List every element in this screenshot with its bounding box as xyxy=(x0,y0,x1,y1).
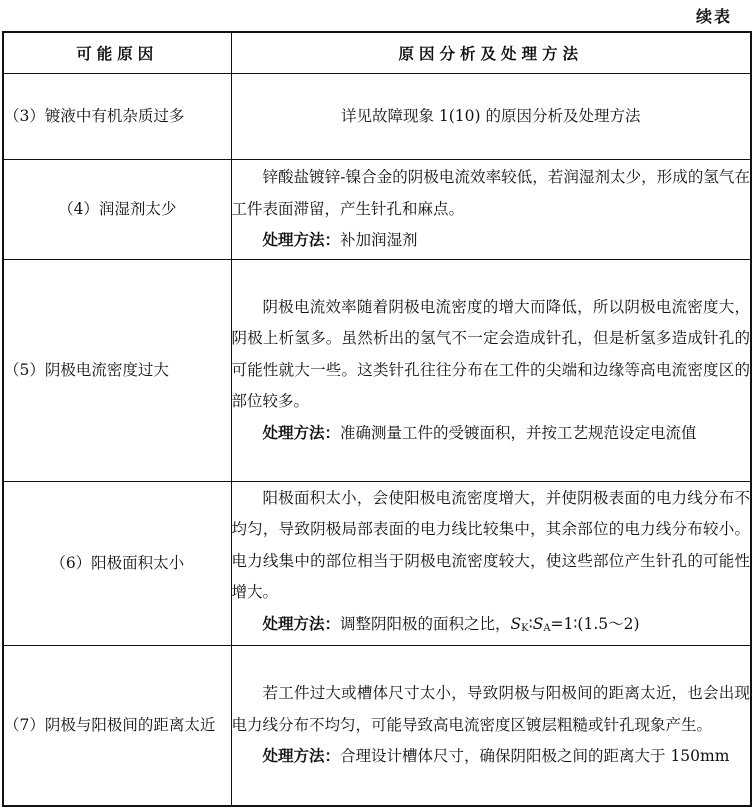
cause-cell: （5）阴极电流密度过大 xyxy=(3,260,231,482)
continued-label: 续表 xyxy=(695,7,732,26)
method-line xyxy=(232,225,751,257)
method-line xyxy=(232,741,751,773)
table-row xyxy=(3,260,751,482)
method-text: 准确测量工件的受镀面积，并按工艺规范设定电流值 xyxy=(340,423,697,442)
ratio-symbol-cathode: S xyxy=(510,614,522,633)
method-text: 补加润湿剂 xyxy=(340,231,418,250)
analysis-text: 若工件过大或槽体尺寸太小，导致阴极与阳极间的距离太近，也会出现电力线分布不均匀，可能导致高电流密度区镀层粗糙或针孔现象产生。 xyxy=(231,684,750,734)
header-cause: 可能原因 xyxy=(3,32,231,74)
cause-cell: （4）润湿剂太少 xyxy=(3,160,231,260)
analysis-text: 阴极电流效率随着阴极电流密度的增大而降低，所以阴极电流密度大，阴极上析氢多。虽然析出的氢气不一定会造成针孔，但是析氢多造成针孔的可能性就大一些。这类针孔往往分布在工件的尖端和边缘等高电流密度区的部位较多。 xyxy=(231,297,750,411)
cause-cell: （7）阴极与阳极间的距离太近 xyxy=(3,646,231,806)
method-label: 处理方法： xyxy=(262,614,341,633)
ratio-subscript-cathode: K xyxy=(521,622,529,634)
analysis-text: 锌酸盐镀锌-镍合金的阴极电流效率较低，若润湿剂太少，形成的氢气在工件表面滞留，产生针孔和麻点。 xyxy=(231,168,750,218)
ratio-colon: ∶ xyxy=(528,614,533,633)
table-row xyxy=(3,74,751,160)
cause-cell: （3）镀液中有机杂质过多 xyxy=(3,74,231,160)
troubleshooting-table xyxy=(2,31,752,807)
method-line xyxy=(232,418,751,450)
analysis-cell xyxy=(231,160,751,260)
method-text: 调整阴阳极的面积之比， xyxy=(340,614,511,633)
table-row xyxy=(3,482,751,646)
cause-cell: （6）阳极面积太小 xyxy=(3,482,231,646)
method-line xyxy=(232,609,751,645)
method-label: 处理方法： xyxy=(262,231,341,250)
table-header-row xyxy=(3,32,751,74)
ratio-symbol-anode: S xyxy=(532,614,544,633)
table-row xyxy=(3,160,751,260)
ratio-subscript-anode: A xyxy=(543,622,551,634)
analysis-cell xyxy=(231,482,751,646)
analysis-text: 阳极面积太小，会使阳极电流密度增大，并使阴极表面的电力线分布不均匀，导致阴极局部表面的电力线比较集中，其余部位的电力线分布较小。电力线集中的部位相当于阴极电流密度较大，使这些部位产生针孔的可能性增大。 xyxy=(231,488,750,602)
ratio-value: =1∶(1.5～2) xyxy=(550,614,640,633)
method-label: 处理方法： xyxy=(262,423,341,442)
analysis-cell: 详见故障现象 1(10) 的原因分析及处理方法 xyxy=(231,74,751,160)
method-text: 合理设计槽体尺寸，确保阴阳极之间的距离大于 150mm xyxy=(340,747,730,765)
analysis-cell xyxy=(231,646,751,806)
table-row xyxy=(3,646,751,806)
method-label: 处理方法： xyxy=(262,747,341,765)
header-analysis: 原因分析及处理方法 xyxy=(231,32,751,74)
analysis-cell xyxy=(231,260,751,482)
